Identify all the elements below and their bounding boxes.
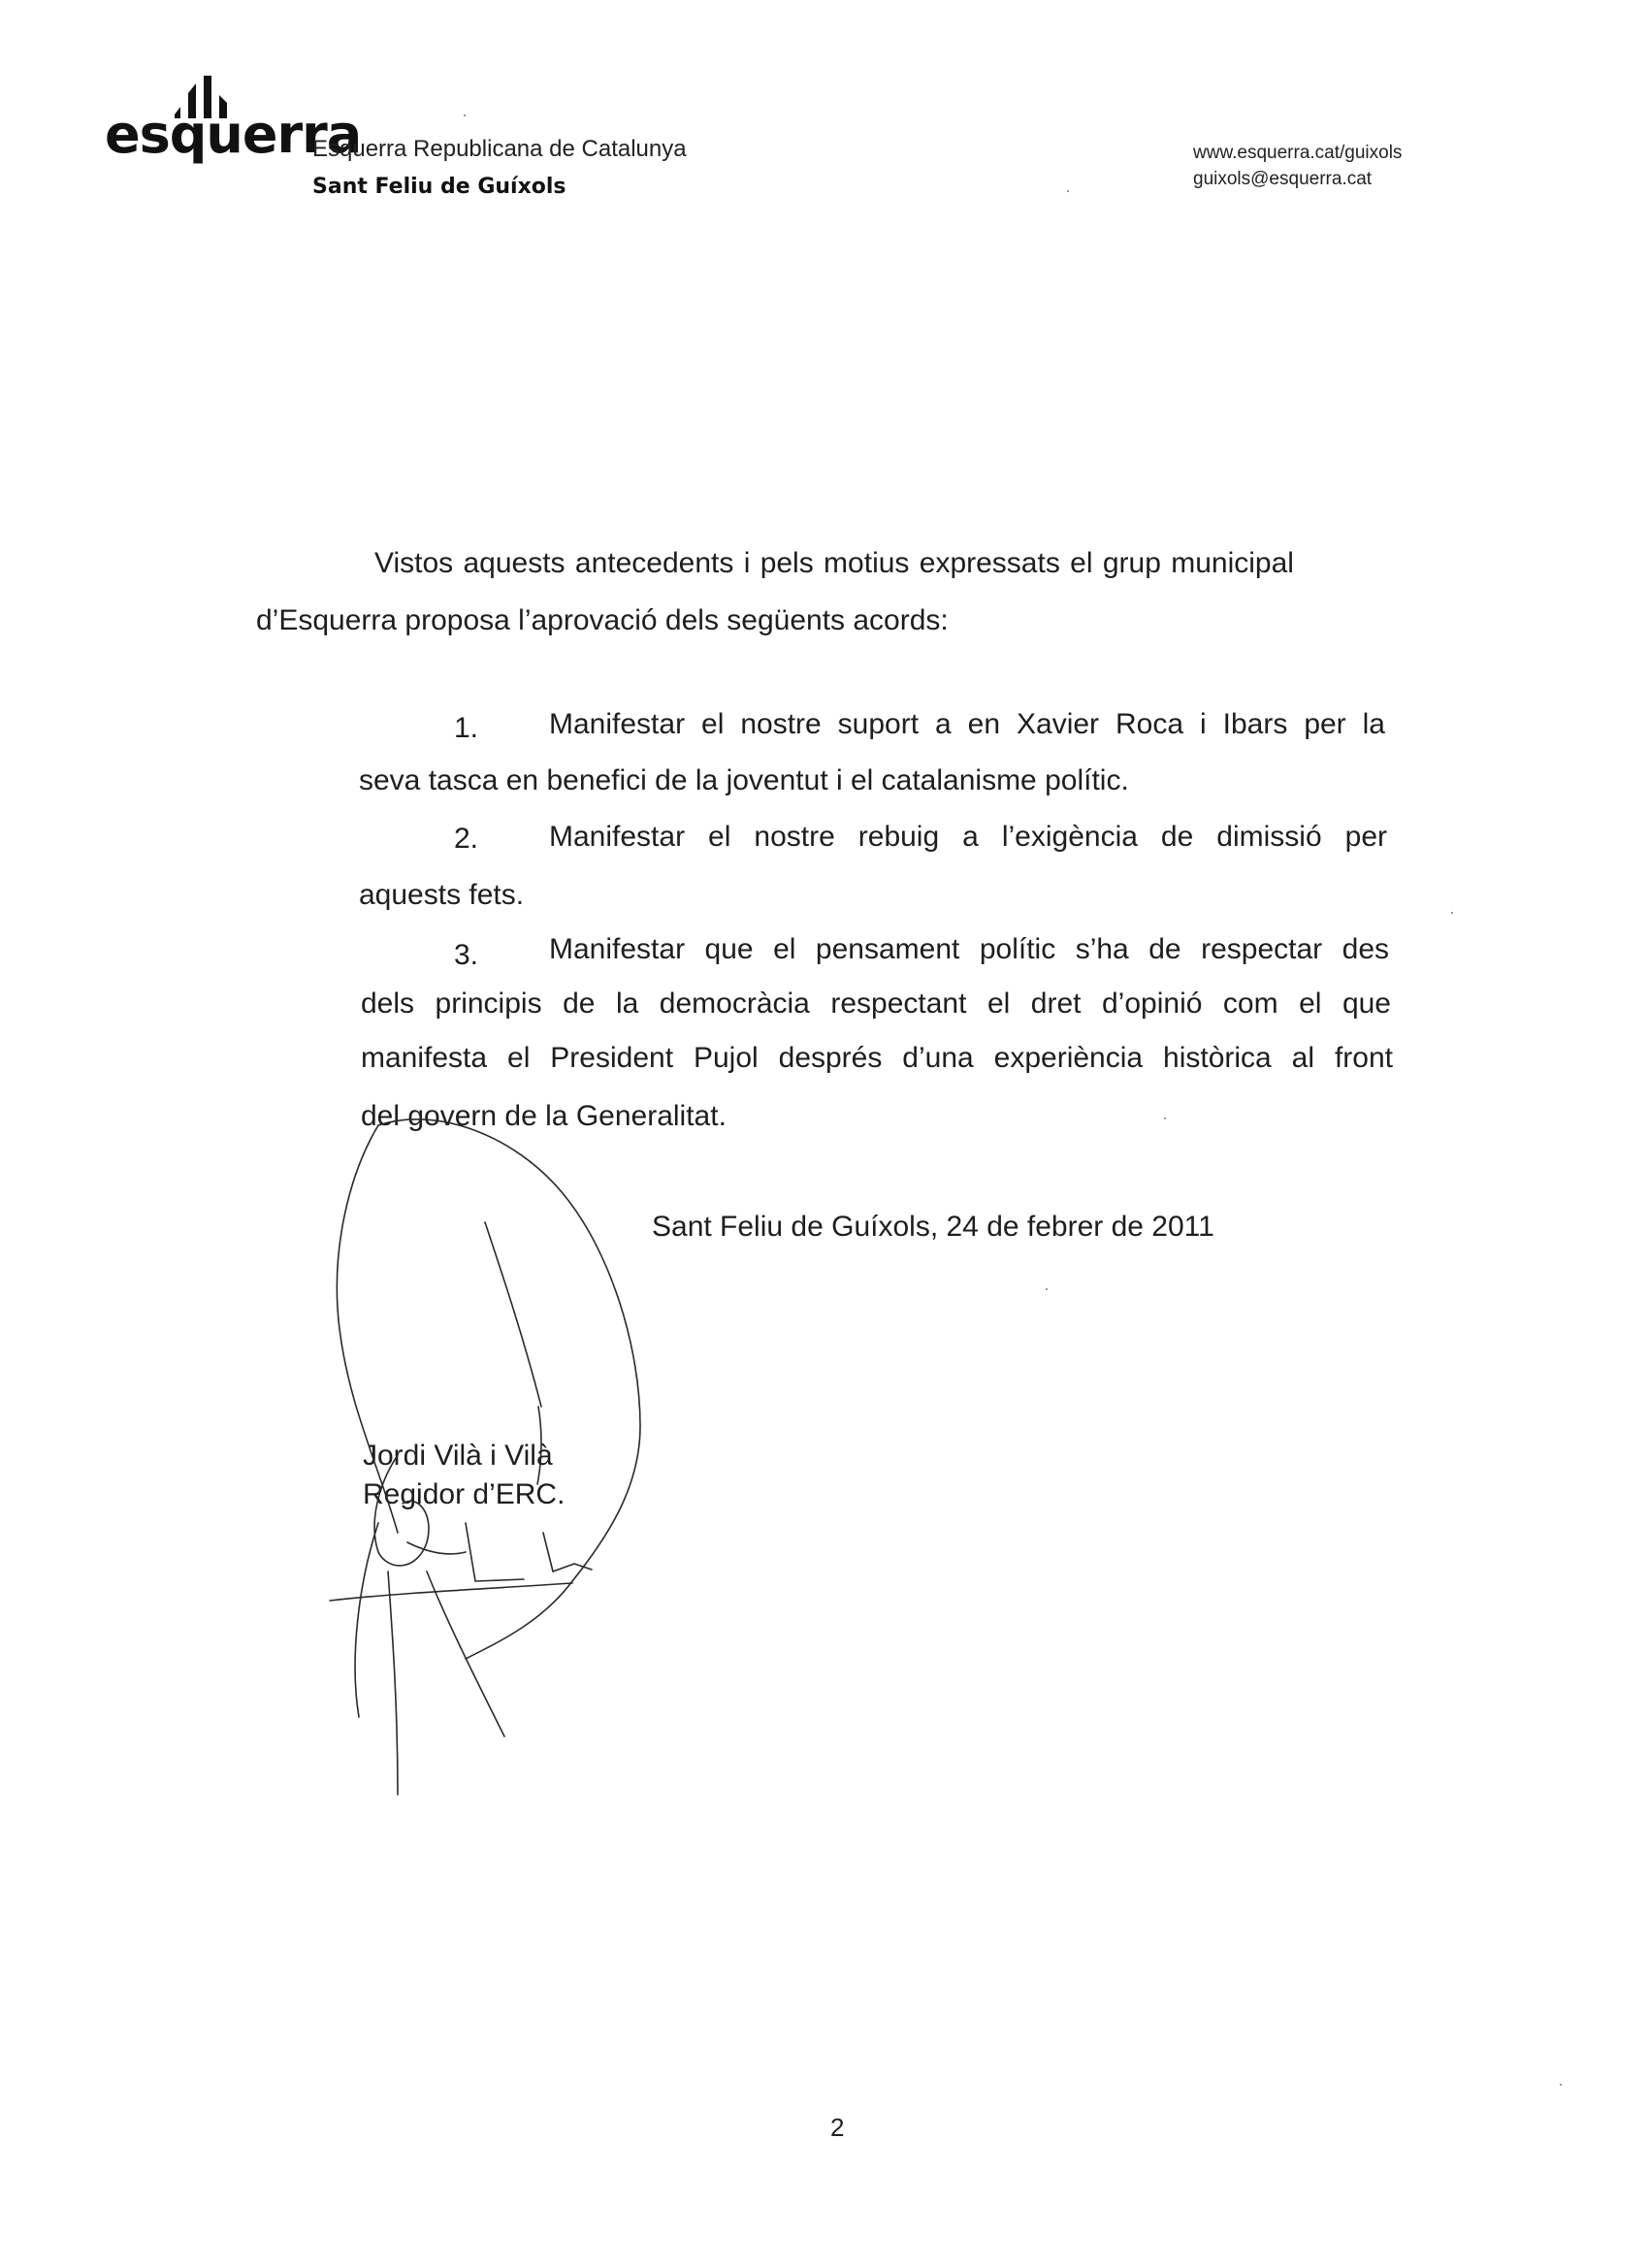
agreement-3-line-4: del govern de la Generalitat. bbox=[361, 1100, 727, 1132]
logo-wordmark: esquerra bbox=[105, 104, 362, 165]
intro-line-2: d’Esquerra proposa l’aprovació dels següents acords: bbox=[256, 604, 949, 636]
agreement-1-line-1: Manifestar el nostre suport a en Xavier Roca i Ibars per la bbox=[549, 708, 1385, 740]
scan-speck bbox=[1067, 190, 1069, 192]
signatory-role: Regidor d’ERC. bbox=[363, 1478, 566, 1510]
email-link[interactable]: guixols@esquerra.cat bbox=[1193, 169, 1373, 189]
agreement-2-number: 2. bbox=[454, 823, 479, 855]
agreement-3-line-1: Manifestar que el pensament polític s’ha de respectar des bbox=[549, 933, 1389, 965]
organization-name: Esquerra Republicana de Catalunya bbox=[312, 136, 687, 162]
scan-speck bbox=[1046, 1288, 1048, 1290]
scan-speck bbox=[1164, 1118, 1166, 1119]
agreement-3-line-3: manifesta el President Pujol després d’una experiència històrica al front bbox=[361, 1042, 1393, 1074]
page-number: 2 bbox=[830, 2113, 845, 2142]
agreement-2-line-2: aquests fets. bbox=[359, 879, 525, 911]
place-date: Sant Feliu de Guíxols, 24 de febrer de 2011 bbox=[652, 1211, 1214, 1243]
agreement-3-number: 3. bbox=[454, 939, 479, 971]
esquerra-logo bbox=[105, 66, 362, 167]
signatory-name: Jordi Vilà i Vilà bbox=[363, 1440, 553, 1472]
agreement-3-line-2: dels principis de la democràcia respectant el dret d’opinió com el que bbox=[361, 988, 1391, 1020]
agreement-2-line-1: Manifestar el nostre rebuig a l’exigència de dimissió per bbox=[549, 821, 1387, 853]
agreement-1-line-2: seva tasca en benefici de la joventut i el catalanisme polític. bbox=[359, 764, 1129, 796]
scan-speck bbox=[464, 114, 466, 116]
agreement-1-number: 1. bbox=[454, 712, 479, 744]
scan-speck bbox=[1560, 2084, 1562, 2086]
scan-speck bbox=[1451, 912, 1453, 914]
organization-location: Sant Feliu de Guíxols bbox=[312, 175, 566, 199]
contact-block bbox=[1193, 140, 1402, 192]
website-link[interactable]: www.esquerra.cat/guixols bbox=[1193, 143, 1403, 163]
intro-line-1: Vistos aquests antecedents i pels motius expressats el grup municipal bbox=[374, 547, 1294, 579]
